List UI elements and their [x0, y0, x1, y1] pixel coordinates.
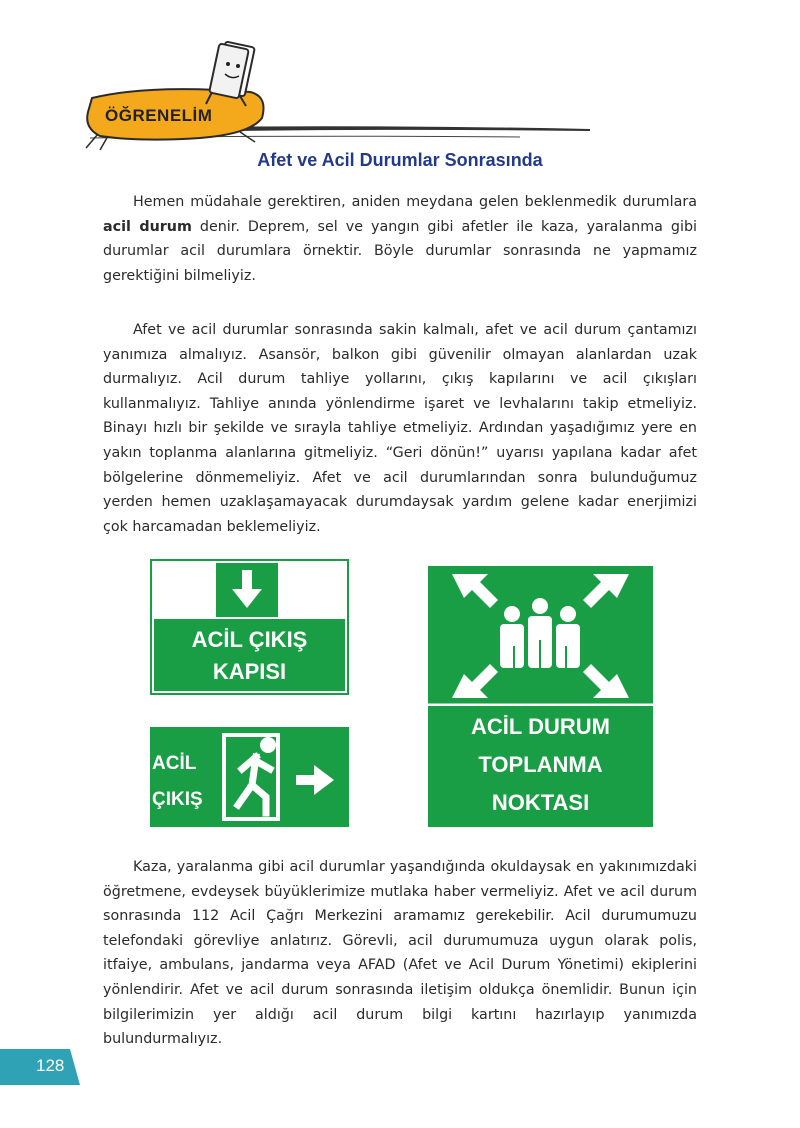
down-arrow-icon	[216, 563, 278, 617]
emergency-exit-sign	[150, 727, 349, 827]
assembly-point-sign	[428, 566, 653, 827]
assembly-line1: ACİL DURUM	[471, 714, 610, 739]
exit-line2: ÇIKIŞ	[152, 789, 203, 810]
running-man-exit-icon	[216, 731, 344, 823]
assembly-line3: NOKTASI	[491, 790, 590, 815]
assembly-people-icon	[428, 566, 653, 706]
exit-door-line2: KAPISI	[212, 659, 287, 684]
section-tag: ÖĞRENELİM	[105, 106, 213, 125]
assembly-line2: TOPLANMA	[478, 752, 603, 777]
paragraph-3: Kaza, yaralanma gibi acil durumlar yaşandığında okuldaysak en yakınımızdaki öğretmene, evdeysek büyüklerimize mutlaka haber vermeliyiz. Afet ve acil durum sonrasında 112 Acil Çağrı Merkezini aramamız gerekebilir. Acil durumumuzu telefondaki görevliye anlatırız. Görevli, acil durumumuza uygun olarak polis, itfaiye, ambulans, jandarma veya AFAD (Afet ve Acil Durum Yönetimi) ekiplerini yönlendirir. Afet ve acil durum sonrasında iletişim oldukça önemlidir. Bunun için bilgilerimizin yer aldığı acil durum bilgi kartını hazırlayıp yanımızda bulundurmalıyız.	[103, 859, 697, 1048]
down-arrow-box	[216, 563, 278, 617]
section-banner	[0, 0, 800, 160]
bold-term: acil durum	[103, 218, 192, 235]
exit-line1: ACİL	[152, 753, 197, 774]
page-title: Afet ve Acil Durumlar Sonrasında	[257, 150, 543, 170]
exit-door-line1: ACİL ÇIKIŞ	[191, 627, 308, 652]
paragraph-1: Hemen müdahale gerektiren, aniden meydana gelen beklenmedik durumlara acil durum denir. Deprem, sel ve yangın gibi afetler ile kaza, yaralanma gibi durumlar acil durumlara örnektir. Böyle durumlar sonrasında ne yapmamız gerektiğini bilmeliyiz.	[103, 194, 697, 284]
page-number: 128	[36, 1056, 65, 1075]
paragraph-2: Afet ve acil durumlar sonrasında sakin kalmalı, afet ve acil durum çantamızı yanımıza almalıyız. Asansör, balkon gibi güvenilir olmayan alanlardan uzak durmalıyız. Acil durum tahliye yollarını, çıkış kapılarını ve acil çıkışları kullanmalıyız. Tahliye anında yönlendirme işaret ve levhalarını takip etmeliyiz. Binayı hızlı bir şekilde ve sırayla tahliye etmeliyiz. Ardından yaşadığımız yere en yakın toplanma alanlarına gitmeliyiz. “Geri dönün!” uyarısı yapılana kadar afet bölgelerine dönmemeliyiz. Afet ve acil durumlarından sonra bulunduğumuz yerden hemen uzaklaşamayacak durumdaysak yardım gelene kadar enerjimizi çok harcamadan beklemeliyiz.	[103, 322, 697, 535]
emergency-exit-door-sign	[150, 559, 349, 695]
